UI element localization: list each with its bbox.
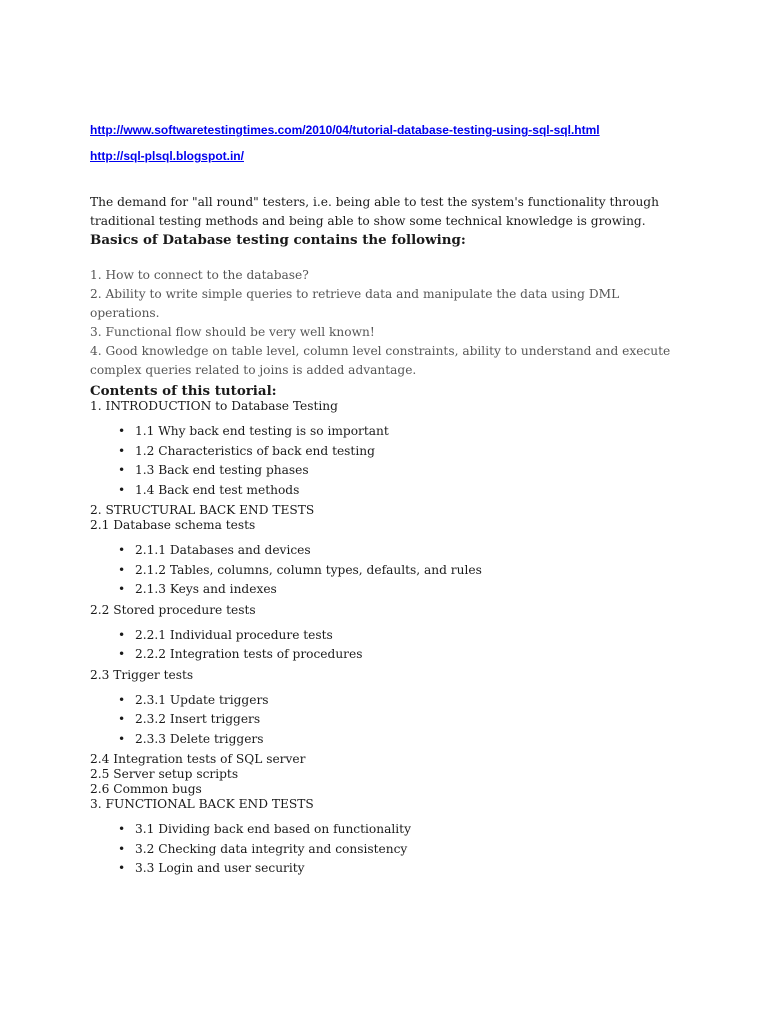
bullet-icon: •: [118, 482, 126, 497]
section-2-2-title: 2.2 Stored procedure tests: [90, 602, 256, 617]
list-item: [90, 840, 690, 860]
bullet-icon: •: [118, 712, 126, 726]
list-item: [90, 626, 690, 646]
reference-links: [90, 122, 600, 164]
bullet-icon: •: [118, 731, 126, 746]
section-1-list: [90, 422, 690, 500]
list-item-label: 3.2 Checking data integrity and consistency: [135, 841, 408, 856]
list-item: [90, 442, 690, 462]
list-item: [90, 859, 690, 879]
list-item: [90, 820, 690, 840]
list-item-label: 1.1 Why back end testing is so important: [135, 424, 389, 438]
bullet-icon: •: [118, 424, 126, 438]
list-item-label: 2.2.2 Integration tests of procedures: [135, 647, 363, 661]
list-item: [90, 691, 690, 711]
link-softwaretestingtimes[interactable]: http://www.softwaretestingtimes.com/2010/04/tutorial-database-testing-using-sql-sql.html: [90, 123, 600, 137]
list-item: [90, 645, 690, 665]
intro-line-2: traditional testing methods and being able to show some technical knowledge is growing.: [90, 214, 646, 228]
basics-item-1: 1. How to connect to the database?: [90, 268, 309, 282]
bullet-icon: •: [118, 692, 126, 707]
list-item-label: 1.2 Characteristics of back end testing: [135, 443, 375, 458]
section-2-6-title: 2.6 Common bugs: [90, 782, 202, 796]
basics-heading: Basics of Database testing contains the following:: [90, 232, 466, 248]
bullet-icon: •: [118, 463, 126, 477]
bullet-icon: •: [118, 647, 126, 661]
section-2-3-title: 2.3 Trigger tests: [90, 667, 194, 682]
list-item-label: 2.3.2 Insert triggers: [135, 712, 261, 726]
contents-heading: Contents of this tutorial:: [90, 383, 277, 399]
list-item: [90, 461, 690, 481]
basics-item-3: 3. Functional flow should be very well known!: [90, 325, 375, 339]
section-2-title: 2. STRUCTURAL BACK END TESTS: [90, 503, 315, 517]
list-item: [90, 481, 690, 501]
intro-line-1: The demand for "all round" testers, i.e. being able to test the system's functionality through: [90, 195, 659, 209]
list-item-label: 2.2.1 Individual procedure tests: [135, 627, 333, 642]
list-item-label: 2.1.1 Databases and devices: [135, 543, 311, 557]
list-item-label: 3.3 Login and user security: [135, 861, 305, 875]
section-3-title: 3. FUNCTIONAL BACK END TESTS: [90, 797, 314, 811]
list-item: [90, 710, 690, 730]
list-item-label: 1.3 Back end testing phases: [135, 463, 309, 477]
bullet-icon: •: [118, 562, 126, 577]
basics-item-2: 2. Ability to write simple queries to retrieve data and manipulate the data using DML operations.: [90, 287, 620, 320]
bullet-icon: •: [118, 582, 126, 596]
section-1-title: 1. INTRODUCTION to Database Testing: [90, 399, 338, 413]
bullet-icon: •: [118, 627, 126, 642]
section-3-list: [90, 820, 690, 879]
list-item-label: 2.3.3 Delete triggers: [135, 731, 264, 746]
list-item: [90, 730, 690, 750]
section-2-3-list: [90, 691, 690, 750]
link-sql-plsql-blog[interactable]: http://sql-plsql.blogspot.in/: [90, 149, 244, 163]
list-item: [90, 561, 690, 581]
basics-list: [90, 266, 690, 380]
list-item: [90, 541, 690, 561]
list-item: [90, 422, 690, 442]
bullet-icon: •: [118, 543, 126, 557]
list-item-label: 3.1 Dividing back end based on functionality: [135, 822, 411, 836]
list-item-label: 2.1.2 Tables, columns, column types, defaults, and rules: [135, 562, 482, 577]
section-2-4-title: 2.4 Integration tests of SQL server: [90, 752, 306, 766]
list-item-label: 2.1.3 Keys and indexes: [135, 582, 277, 596]
basics-item-4-cont: complex queries related to joins is added advantage.: [90, 363, 417, 377]
section-2-2-list: [90, 626, 690, 665]
bullet-icon: •: [118, 861, 126, 875]
document-body: [90, 193, 690, 882]
list-item-label: 1.4 Back end test methods: [135, 482, 300, 497]
bullet-icon: •: [118, 841, 126, 856]
section-2-1-list: [90, 541, 690, 600]
bullet-icon: •: [118, 822, 126, 836]
list-item: [90, 580, 690, 600]
intro-paragraph: [90, 193, 690, 250]
section-2-1-title: 2.1 Database schema tests: [90, 518, 256, 532]
bullet-icon: •: [118, 443, 126, 458]
section-2-5-title: 2.5 Server setup scripts: [90, 767, 239, 781]
list-item-label: 2.3.1 Update triggers: [135, 692, 269, 707]
basics-item-4: 4. Good knowledge on table level, column level constraints, ability to understand and execute: [90, 344, 671, 358]
